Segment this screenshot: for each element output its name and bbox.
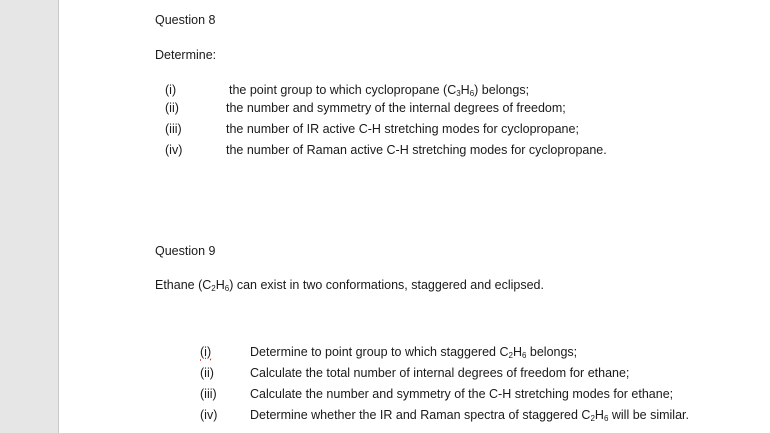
subscript: 2 bbox=[590, 414, 595, 423]
list-item-text bbox=[226, 143, 607, 158]
subscript: 2 bbox=[508, 351, 513, 360]
list-item-number: (ii) bbox=[165, 101, 179, 115]
list-item-number: (ii) bbox=[200, 366, 214, 380]
list-item-number: (i) bbox=[165, 83, 177, 97]
question-9-intro bbox=[155, 278, 544, 293]
text-segment: will be similar. bbox=[608, 408, 689, 422]
text-segment: Determine to point group to which staggered C bbox=[250, 345, 509, 359]
text-segment: Ethane (C bbox=[155, 278, 212, 292]
list-item-number: (iv) bbox=[200, 408, 218, 422]
list-item-text bbox=[226, 101, 566, 116]
text-segment: Calculate the number and symmetry of the C-H stretching modes for ethane; bbox=[250, 387, 674, 401]
text-segment: Calculate the total number of internal degrees of freedom for ethane; bbox=[250, 366, 630, 380]
text-segment: H bbox=[594, 408, 604, 422]
question-8-intro: Determine: bbox=[155, 48, 217, 62]
question-9-title: Question 9 bbox=[155, 244, 216, 258]
text-segment: H bbox=[215, 278, 225, 292]
text-segment: belongs; bbox=[526, 345, 578, 359]
text-segment: H bbox=[460, 83, 470, 97]
text-segment: the number and symmetry of the internal degrees of freedom; bbox=[226, 101, 566, 115]
text-segment: ) belongs; bbox=[474, 83, 530, 97]
subscript: 6 bbox=[224, 284, 230, 293]
text-segment: the number of IR active C-H stretching modes for cyclopropane; bbox=[226, 122, 579, 136]
list-item-number: (i) bbox=[200, 345, 212, 359]
list-item-number: (iv) bbox=[165, 143, 183, 157]
list-item-text bbox=[250, 408, 689, 423]
text-segment: H bbox=[512, 345, 522, 359]
subscript: 6 bbox=[603, 414, 609, 423]
list-item-text bbox=[250, 345, 577, 360]
subscript: 6 bbox=[521, 351, 527, 360]
list-item-text bbox=[226, 122, 579, 137]
text-segment: ) can exist in two conformations, staggered and eclipsed. bbox=[229, 278, 544, 292]
list-item-text bbox=[250, 387, 673, 402]
list-item-number: (iii) bbox=[200, 387, 217, 401]
list-item-text bbox=[229, 83, 529, 98]
subscript: 2 bbox=[211, 284, 216, 293]
left-margin-gutter bbox=[0, 0, 59, 433]
list-item-text bbox=[250, 366, 629, 381]
list-item-number: (iii) bbox=[165, 122, 182, 136]
text-segment: the point group to which cyclopropane (C bbox=[229, 83, 457, 97]
subscript: 6 bbox=[469, 89, 475, 98]
text-segment: the number of Raman active C-H stretching modes for cyclopropane. bbox=[226, 143, 607, 157]
subscript: 3 bbox=[456, 89, 461, 98]
question-8-title: Question 8 bbox=[155, 13, 216, 27]
text-segment: Determine whether the IR and Raman spectra of staggered C bbox=[250, 408, 591, 422]
